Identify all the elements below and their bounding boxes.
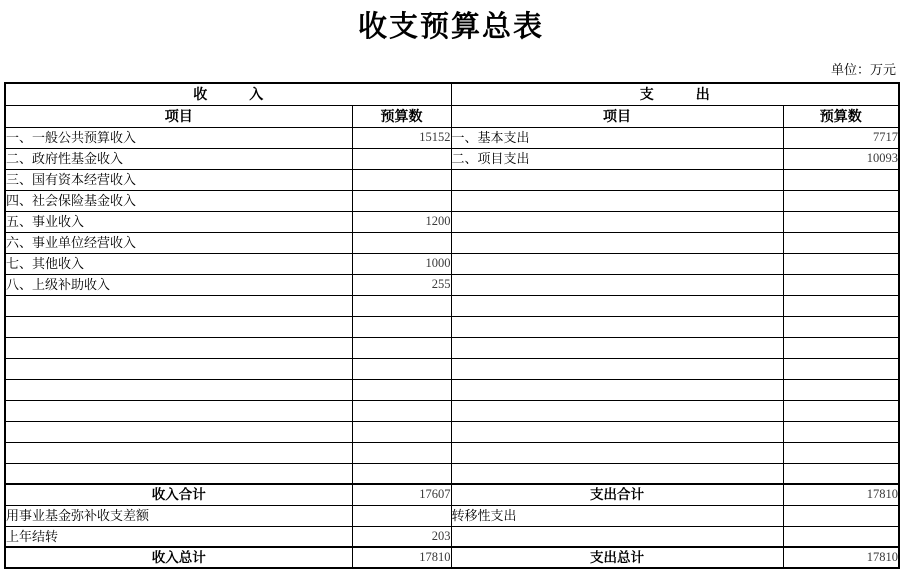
income-total-value: 17607 (352, 484, 451, 505)
expense-budget-value (783, 190, 899, 211)
transfer-expense-label: 转移性支出 (451, 505, 783, 526)
expense-item-label (451, 463, 783, 484)
expense-budget-header: 预算数 (783, 105, 899, 127)
income-budget-value (352, 295, 451, 316)
table-row (5, 190, 899, 211)
expense-budget-value (783, 379, 899, 400)
income-item-label: 五、事业收入 (5, 211, 352, 232)
expense-item-label (451, 379, 783, 400)
carryover-label: 上年结转 (5, 526, 352, 547)
expense-budget-value (783, 337, 899, 358)
income-total-label: 收入合计 (5, 484, 352, 505)
income-item-label: 一、一般公共预算收入 (5, 127, 352, 148)
table-row (5, 169, 899, 190)
budget-table (4, 82, 900, 569)
expense-item-label (451, 316, 783, 337)
income-budget-value (352, 169, 451, 190)
expense-total-value: 17810 (783, 484, 899, 505)
income-item-label (5, 295, 352, 316)
expense-budget-value (783, 211, 899, 232)
expense-item-header: 项目 (451, 105, 783, 127)
income-item-label (5, 400, 352, 421)
grand-total-row (5, 547, 899, 568)
table-row (5, 148, 899, 169)
expense-budget-value (783, 274, 899, 295)
expense-item-label (451, 295, 783, 316)
expense-budget-value (783, 463, 899, 484)
income-budget-value: 15152 (352, 127, 451, 148)
carryover-right-value (783, 526, 899, 547)
income-item-label: 六、事业单位经营收入 (5, 232, 352, 253)
carryover-right-label (451, 526, 783, 547)
expense-item-label (451, 274, 783, 295)
expense-grand-total-label: 支出总计 (451, 547, 783, 568)
income-budget-value (352, 421, 451, 442)
income-budget-value (352, 358, 451, 379)
table-row (5, 400, 899, 421)
income-budget-value (352, 148, 451, 169)
table-row (5, 127, 899, 148)
table-row (5, 421, 899, 442)
adjustment-row (5, 505, 899, 526)
expense-item-label (451, 232, 783, 253)
income-budget-value: 255 (352, 274, 451, 295)
expense-item-label (451, 442, 783, 463)
income-item-label (5, 337, 352, 358)
expense-budget-value (783, 295, 899, 316)
page-title: 收支预算总表 (357, 11, 544, 43)
income-item-label (5, 316, 352, 337)
expense-item-label (451, 169, 783, 190)
income-grand-total-label: 收入总计 (5, 547, 352, 568)
income-budget-value (352, 232, 451, 253)
expense-item-label (451, 358, 783, 379)
income-budget-value: 1000 (352, 253, 451, 274)
table-row (5, 316, 899, 337)
expense-budget-value (783, 232, 899, 253)
table-row (5, 232, 899, 253)
carryover-row (5, 526, 899, 547)
income-item-label (5, 379, 352, 400)
table-row (5, 379, 899, 400)
carryover-value: 203 (352, 526, 451, 547)
expense-item-label (451, 211, 783, 232)
expense-budget-value (783, 316, 899, 337)
income-item-label: 三、国有资本经营收入 (5, 169, 352, 190)
expense-item-label (451, 253, 783, 274)
income-budget-value (352, 463, 451, 484)
income-budget-value (352, 337, 451, 358)
expense-total-label: 支出合计 (451, 484, 783, 505)
expense-budget-value (783, 400, 899, 421)
expense-budget-value: 7717 (783, 127, 899, 148)
expense-budget-value (783, 358, 899, 379)
income-item-label: 二、政府性基金收入 (5, 148, 352, 169)
fund-offset-value (352, 505, 451, 526)
expense-item-label (451, 400, 783, 421)
section-header-row (5, 83, 899, 105)
income-item-label (5, 442, 352, 463)
table-row (5, 442, 899, 463)
income-item-label: 四、社会保险基金收入 (5, 190, 352, 211)
income-budget-value (352, 379, 451, 400)
expense-grand-total-value: 17810 (783, 547, 899, 568)
expense-budget-value (783, 442, 899, 463)
income-item-label: 八、上级补助收入 (5, 274, 352, 295)
expense-section-header: 支 出 (451, 83, 899, 105)
expense-item-label: 一、基本支出 (451, 127, 783, 148)
income-budget-value (352, 190, 451, 211)
table-row (5, 295, 899, 316)
income-budget-value (352, 400, 451, 421)
income-budget-value (352, 316, 451, 337)
expense-item-label (451, 190, 783, 211)
expense-item-label (451, 421, 783, 442)
income-item-label (5, 358, 352, 379)
table-row (5, 253, 899, 274)
unit-label: 单位：万元 (830, 62, 896, 77)
income-item-label (5, 421, 352, 442)
income-budget-header: 预算数 (352, 105, 451, 127)
table-row (5, 211, 899, 232)
table-row (5, 463, 899, 484)
income-budget-value: 1200 (352, 211, 451, 232)
expense-item-label: 二、项目支出 (451, 148, 783, 169)
fund-offset-label: 用事业基金弥补收支差额 (5, 505, 352, 526)
income-grand-total-value: 17810 (352, 547, 451, 568)
expense-budget-value (783, 169, 899, 190)
income-budget-value (352, 442, 451, 463)
table-row (5, 337, 899, 358)
totals-row (5, 484, 899, 505)
transfer-expense-value (783, 505, 899, 526)
expense-item-label (451, 337, 783, 358)
income-item-header: 项目 (5, 105, 352, 127)
table-row (5, 358, 899, 379)
expense-budget-value (783, 253, 899, 274)
income-item-label (5, 463, 352, 484)
expense-budget-value: 10093 (783, 148, 899, 169)
table-row (5, 274, 899, 295)
income-item-label: 七、其他收入 (5, 253, 352, 274)
income-section-header: 收 入 (5, 83, 451, 105)
column-header-row (5, 105, 899, 127)
expense-budget-value (783, 421, 899, 442)
